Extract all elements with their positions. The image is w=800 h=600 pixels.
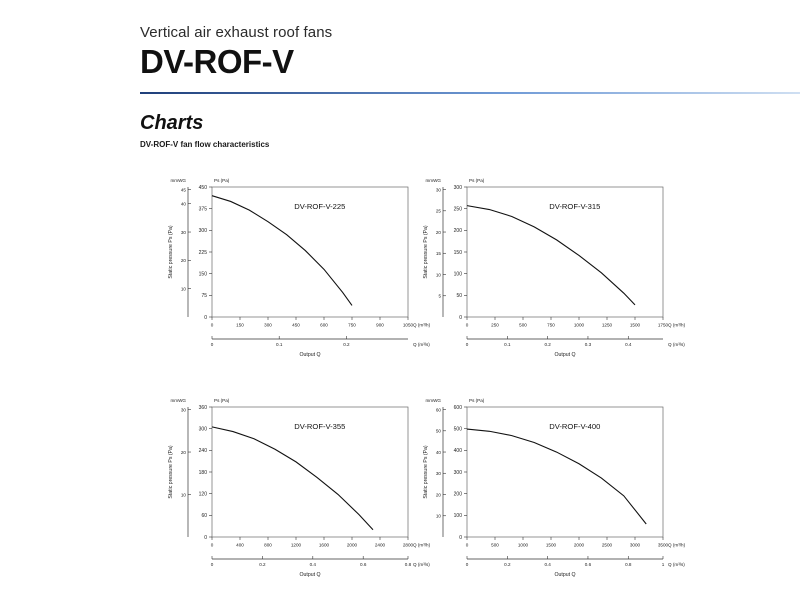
svg-text:800: 800 — [264, 542, 272, 548]
svg-text:20: 20 — [180, 449, 186, 455]
svg-text:10: 10 — [180, 286, 186, 292]
svg-text:Output Q: Output Q — [299, 352, 321, 358]
svg-text:20: 20 — [180, 258, 186, 264]
svg-text:2500: 2500 — [601, 542, 613, 548]
svg-text:Q (m³/h): Q (m³/h) — [413, 322, 431, 328]
svg-text:1: 1 — [661, 562, 665, 567]
svg-text:0: 0 — [459, 314, 462, 321]
svg-text:Ps (Pa): Ps (Pa) — [469, 178, 485, 183]
svg-text:0: 0 — [210, 342, 214, 347]
svg-text:0.2: 0.2 — [504, 562, 511, 567]
svg-text:0.6: 0.6 — [360, 562, 367, 567]
page-title: DV-ROF-V — [140, 43, 294, 80]
header-divider — [140, 92, 800, 94]
svg-text:0.4: 0.4 — [309, 562, 316, 567]
svg-text:Static pressure Ps (Pa): Static pressure Ps (Pa) — [423, 225, 429, 279]
svg-text:250: 250 — [453, 206, 462, 213]
svg-text:1600: 1600 — [318, 542, 330, 548]
section-title: Charts — [140, 112, 204, 134]
svg-text:2800: 2800 — [402, 542, 414, 548]
svg-text:600: 600 — [453, 404, 462, 411]
svg-text:0.1: 0.1 — [276, 342, 283, 347]
svg-text:450: 450 — [198, 184, 207, 191]
svg-text:30: 30 — [435, 187, 441, 193]
svg-text:30: 30 — [435, 471, 441, 477]
svg-text:Output Q: Output Q — [554, 352, 576, 358]
svg-text:2000: 2000 — [573, 542, 585, 548]
svg-text:0: 0 — [210, 562, 214, 567]
chart-dv-rof-v-400 — [395, 385, 715, 600]
svg-text:0: 0 — [465, 322, 469, 328]
svg-text:1750: 1750 — [657, 322, 669, 328]
svg-text:Q (m³/s): Q (m³/s) — [668, 562, 685, 567]
svg-text:20: 20 — [435, 492, 441, 498]
svg-text:300: 300 — [264, 322, 272, 328]
svg-text:1200: 1200 — [290, 542, 302, 548]
svg-text:Q (m³/h): Q (m³/h) — [413, 542, 431, 548]
svg-text:45: 45 — [180, 187, 186, 193]
svg-text:20: 20 — [435, 229, 441, 235]
svg-text:225: 225 — [198, 249, 207, 256]
svg-text:mmWG: mmWG — [170, 398, 186, 403]
svg-text:50: 50 — [456, 293, 462, 300]
svg-text:1500: 1500 — [545, 542, 557, 548]
svg-text:60: 60 — [201, 513, 207, 520]
svg-text:200: 200 — [453, 491, 462, 498]
svg-text:0.2: 0.2 — [259, 562, 266, 567]
svg-text:600: 600 — [320, 322, 328, 328]
svg-text:Output Q: Output Q — [299, 572, 321, 578]
svg-text:0.2: 0.2 — [343, 342, 350, 347]
svg-text:Q (m³/h): Q (m³/h) — [668, 542, 686, 548]
svg-text:500: 500 — [453, 426, 462, 433]
svg-text:0: 0 — [204, 534, 207, 541]
svg-text:Ps (Pa): Ps (Pa) — [214, 398, 230, 403]
svg-text:mmWG: mmWG — [425, 178, 441, 183]
svg-text:100: 100 — [453, 271, 462, 278]
svg-text:400: 400 — [453, 448, 462, 455]
svg-text:0: 0 — [204, 314, 207, 321]
svg-text:150: 150 — [453, 249, 462, 256]
svg-text:10: 10 — [180, 492, 186, 498]
svg-text:3500: 3500 — [657, 542, 669, 548]
svg-text:0.2: 0.2 — [544, 342, 551, 347]
svg-text:mmWG: mmWG — [425, 398, 441, 403]
svg-text:60: 60 — [435, 407, 441, 413]
svg-text:0: 0 — [465, 342, 469, 347]
svg-text:Static pressure Ps (Pa): Static pressure Ps (Pa) — [168, 445, 174, 499]
svg-text:500: 500 — [519, 322, 527, 328]
svg-text:0.1: 0.1 — [504, 342, 511, 347]
svg-text:750: 750 — [547, 322, 555, 328]
svg-text:200: 200 — [453, 228, 462, 235]
svg-text:30: 30 — [180, 229, 186, 235]
svg-text:0: 0 — [459, 534, 462, 541]
svg-text:0.8: 0.8 — [625, 562, 632, 567]
svg-text:10: 10 — [435, 513, 441, 519]
svg-text:Q (m³/h): Q (m³/h) — [668, 322, 686, 328]
svg-text:40: 40 — [180, 201, 186, 207]
header-subtitle: Vertical air exhaust roof fans — [140, 24, 333, 41]
svg-text:300: 300 — [453, 469, 462, 476]
svg-text:40: 40 — [435, 449, 441, 455]
svg-text:75: 75 — [201, 293, 207, 300]
svg-text:375: 375 — [198, 206, 207, 213]
svg-text:15: 15 — [435, 251, 441, 257]
svg-text:3000: 3000 — [629, 542, 641, 548]
svg-text:0: 0 — [210, 322, 214, 328]
svg-text:1000: 1000 — [517, 542, 529, 548]
svg-text:5: 5 — [438, 293, 441, 299]
svg-text:250: 250 — [491, 322, 499, 328]
svg-text:Ps (Pa): Ps (Pa) — [469, 398, 485, 403]
svg-text:150: 150 — [198, 271, 207, 278]
svg-text:300: 300 — [453, 184, 462, 191]
svg-text:0.3: 0.3 — [584, 342, 592, 347]
svg-text:Ps (Pa): Ps (Pa) — [214, 178, 230, 183]
svg-text:DV-ROF-V-400: DV-ROF-V-400 — [549, 422, 601, 431]
page-header — [140, 24, 700, 81]
svg-text:DV-ROF-V-315: DV-ROF-V-315 — [549, 202, 601, 211]
svg-text:1500: 1500 — [629, 322, 641, 328]
svg-text:360: 360 — [198, 404, 207, 411]
section-caption: DV-ROF-V fan flow characteristics — [140, 140, 270, 149]
svg-text:900: 900 — [376, 322, 384, 328]
svg-text:Static pressure Ps (Pa): Static pressure Ps (Pa) — [423, 445, 429, 499]
svg-text:DV-ROF-V-355: DV-ROF-V-355 — [294, 422, 346, 431]
svg-text:50: 50 — [435, 428, 441, 434]
svg-text:240: 240 — [198, 448, 207, 455]
svg-text:450: 450 — [292, 322, 300, 328]
svg-text:25: 25 — [435, 208, 441, 214]
svg-text:0.4: 0.4 — [625, 342, 632, 347]
svg-text:0.4: 0.4 — [544, 562, 551, 567]
svg-text:400: 400 — [236, 542, 244, 548]
svg-text:10: 10 — [435, 272, 441, 278]
svg-text:2000: 2000 — [346, 542, 358, 548]
svg-text:mmWG: mmWG — [170, 178, 186, 183]
svg-text:DV-ROF-V-225: DV-ROF-V-225 — [294, 202, 346, 211]
svg-text:750: 750 — [348, 322, 356, 328]
svg-text:120: 120 — [198, 491, 207, 498]
svg-text:Q (m³/s): Q (m³/s) — [413, 342, 430, 347]
svg-text:1050: 1050 — [402, 322, 414, 328]
svg-text:0: 0 — [210, 542, 214, 548]
svg-text:100: 100 — [453, 513, 462, 520]
svg-text:0: 0 — [465, 562, 469, 567]
svg-text:30: 30 — [180, 407, 186, 413]
svg-text:500: 500 — [491, 542, 499, 548]
svg-text:Q (m³/s): Q (m³/s) — [668, 342, 685, 347]
svg-text:300: 300 — [198, 426, 207, 433]
svg-text:Output Q: Output Q — [554, 572, 576, 578]
svg-text:1250: 1250 — [601, 322, 613, 328]
svg-text:180: 180 — [198, 469, 207, 476]
svg-text:Q (m³/s): Q (m³/s) — [413, 562, 430, 567]
chart-dv-rof-v-315 — [395, 165, 715, 380]
svg-text:1000: 1000 — [573, 322, 585, 328]
svg-text:Static pressure Ps (Pa): Static pressure Ps (Pa) — [168, 225, 174, 279]
svg-text:0.6: 0.6 — [584, 562, 592, 567]
svg-text:0: 0 — [465, 542, 469, 548]
svg-text:300: 300 — [198, 228, 207, 235]
svg-text:150: 150 — [236, 322, 244, 328]
svg-text:2400: 2400 — [374, 542, 386, 548]
svg-text:0.8: 0.8 — [404, 562, 412, 567]
